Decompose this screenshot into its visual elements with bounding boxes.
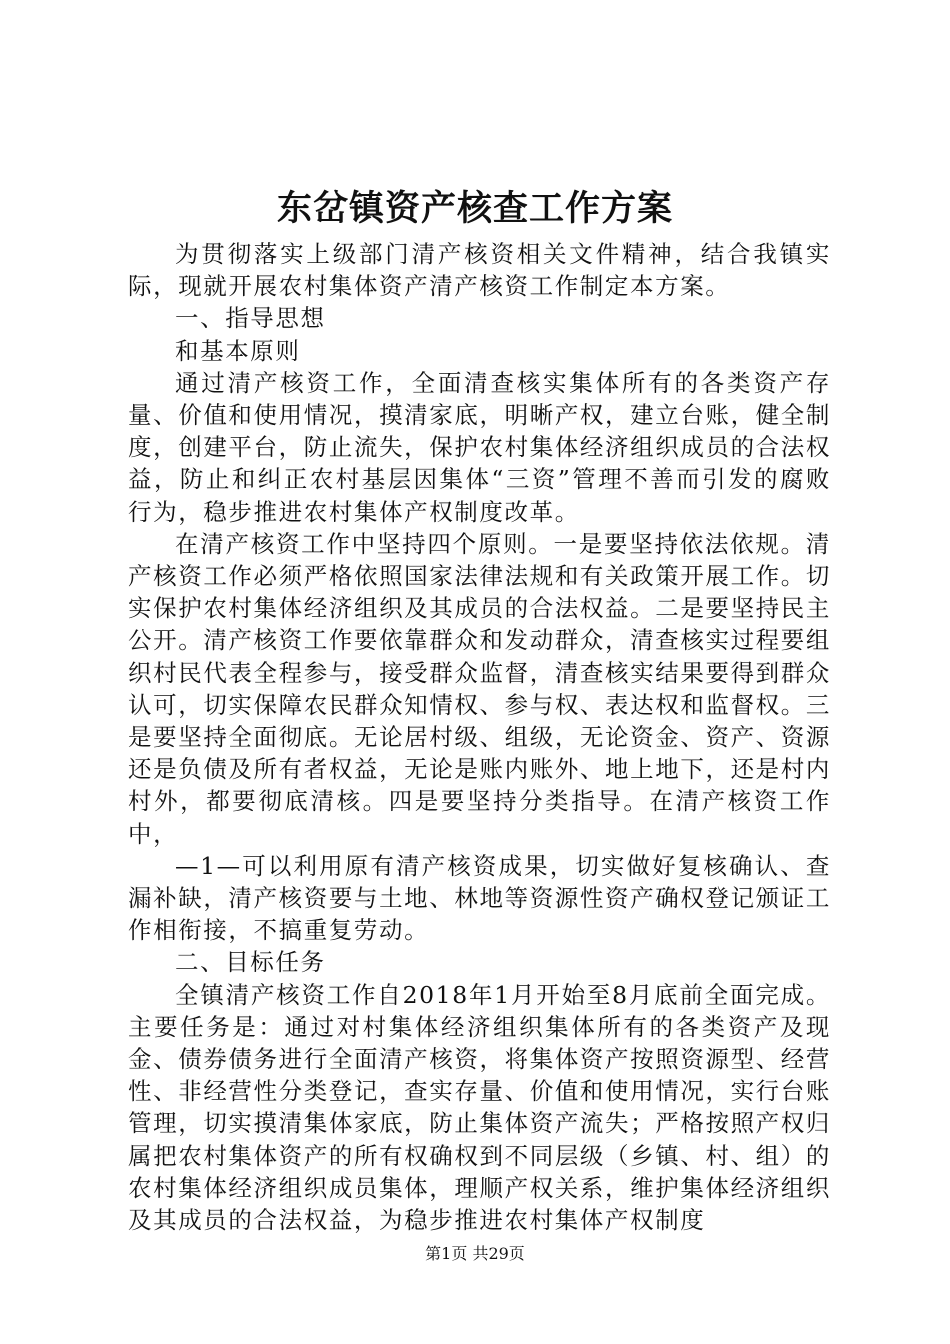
section-heading-guiding-ideology: 一、指导思想 [175,304,326,333]
section-heading-targets: 二、目标任务 [175,948,326,977]
paragraph-goals: 通过清产核资工作，全面清查核实集体所有的各类资产存量、价值和使用情况，摸清家底，明晰产权，建立台账，健全制度，创建平台，防止流失，保护农村集体经济组织成员的合法权益，防止和纠正农村基层因集体“三资”管理不善而引发的腐败行为，稳步推进农村集体产权制度改革。 [128,368,831,526]
document-body [128,238,831,1236]
paragraph-intro: 为贯彻落实上级部门清产核资相关文件精神，结合我镇实际，现就开展农村集体资产清产核资工作制定本方案。 [128,240,831,301]
paragraph-reuse-results: —1—可以利用原有清产核资成果，切实做好复核确认、查漏补缺，清产核资要与土地、林地等资源性资产确权登记颁证工作相衔接，不搞重复劳动。 [128,851,831,945]
document-title: 东岔镇资产核查工作方案 [276,188,673,229]
paragraph-principles: 在清产核资工作中坚持四个原则。一是要坚持依法依规。清产核资工作必须严格依照国家法律法规和有关政策开展工作。切实保护农村集体经济组织及其成员的合法权益。二是要坚持民主公开。清产核资工作要依靠群众和发动群众，清查核实过程要组织村民代表全程参与，接受群众监督，清查核实结果要得到群众认可，切实保障农民群众知情权、参与权、表达权和监督权。三是要坚持全面彻底。无论居村级、组级，无论资金、资产、资源还是负债及所有者权益，无论是账内账外、地上地下，还是村内村外，都要彻底清核。四是要坚持分类指导。在清产核资工作中， [128,529,831,848]
paragraph-tasks: 全镇清产核资工作自2018年1月开始至8月底前全面完成。主要任务是：通过对村集体经济组织集体所有的各类资产及现金、债券债务进行全面清产核资，将集体资产按照资源型、经营性、非经营性分类登记，查实存量、价值和使用情况，实行台账管理，切实摸清集体家底，防止集体资产流失；严格按照产权归属把农村集体资产的所有权确权到不同层级（乡镇、村、组）的农村集体经济组织成员集体，理顺产权关系，维护集体经济组织及其成员的合法权益，为稳步推进农村集体产权制度 [128,980,831,1235]
section-heading-basic-principles: 和基本原则 [175,336,301,365]
page-number-footer: 第1页 共29页 [425,1244,525,1263]
